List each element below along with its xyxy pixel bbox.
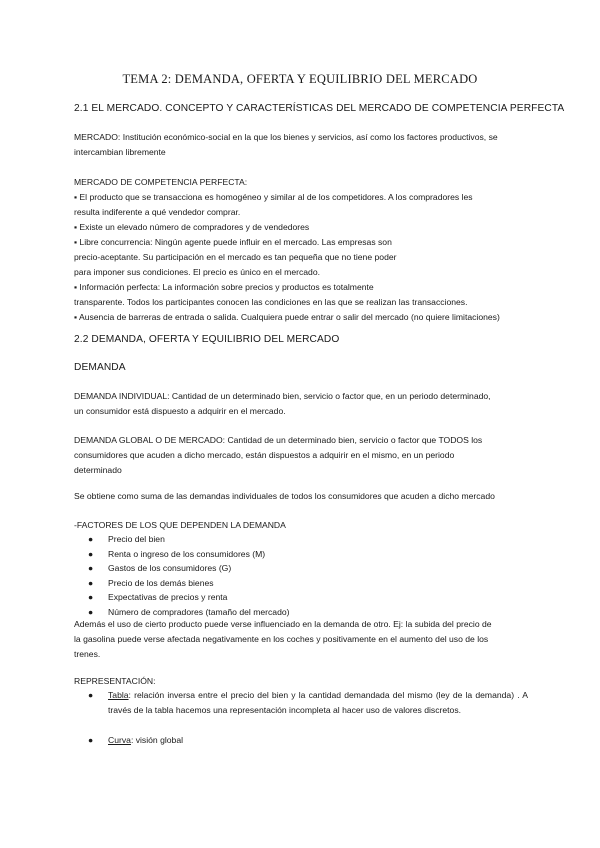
curva-description: : visión global <box>130 735 184 745</box>
bullet-icon: ● <box>88 577 94 588</box>
competencia-line: ▪ El producto que se transacciona es homogéneo y similar al de los competidores. A los compradores les <box>74 192 473 202</box>
suma-line: Se obtiene como suma de las demandas individuales de todos los consumidores que acuden a dicho mercado <box>74 491 495 501</box>
global-line-1: DEMANDA GLOBAL O DE MERCADO: Cantidad de un determinado bien, servicio o factor que TODOS los <box>74 435 483 445</box>
bullet-icon: ● <box>88 548 94 559</box>
ademas-line-1: Además el uso de cierto producto puede verse influenciado en la demanda de otro. Ej: la subida del precio de <box>74 619 492 629</box>
representacion-curva-item <box>88 733 528 748</box>
factor-label: Precio de los demás bienes <box>108 577 214 588</box>
curva-text-block <box>108 733 528 748</box>
ademas-paragraph <box>74 617 526 662</box>
competencia-line: ▪ Existe un elevado número de compradores y de vendedores <box>74 222 310 232</box>
representacion-heading <box>74 674 526 689</box>
competencia-perfecta-block <box>74 175 526 325</box>
global-line-2: consumidores que acuden a dicho mercado, están dispuestos a adquirir en el mismo, en un periodo <box>74 450 455 460</box>
factor-label: Número de compradores (tamaño del mercado) <box>108 607 290 617</box>
competencia-line: para imponer sus condiciones. El precio es único en el mercado. <box>74 267 321 277</box>
demanda-individual <box>74 389 526 419</box>
factor-label: Renta o ingreso de los consumidores (M) <box>108 548 266 559</box>
bullet-icon: ● <box>88 690 94 700</box>
section-2-heading: 2.2 DEMANDA, OFERTA Y EQUILIBRIO DEL MERCADO <box>74 334 340 345</box>
competencia-heading: MERCADO DE COMPETENCIA PERFECTA: <box>74 177 248 187</box>
factores-heading-text: -FACTORES DE LOS QUE DEPENDEN LA DEMANDA <box>74 520 286 530</box>
section-1-heading: 2.1 EL MERCADO. CONCEPTO Y CARACTERÍSTICAS DEL MERCADO DE COMPETENCIA PERFECTA <box>74 103 565 114</box>
representacion-heading-text: REPRESENTACIÓN: <box>74 676 156 686</box>
ademas-line-2: la gasolina puede verse afectada negativamente en los coches y positivamente en el aumento del uso de los <box>74 634 489 644</box>
bullet-icon: ● <box>88 735 94 745</box>
demanda-subheading: DEMANDA <box>74 362 126 373</box>
individual-line-1: DEMANDA INDIVIDUAL: Cantidad de un determinado bien, servicio o factor que, en un periodo determinado, <box>74 391 491 401</box>
bullet-icon: ● <box>88 592 94 603</box>
individual-line-2: un consumidor está dispuesto a adquirir en el mercado. <box>74 406 286 416</box>
ademas-line-3: trenes. <box>74 649 101 659</box>
representacion-tabla-item <box>88 688 528 718</box>
global-line-3: determinado <box>74 465 122 475</box>
bullet-icon: ● <box>88 563 94 574</box>
tabla-description: : relación inversa entre el precio del bien y la cantidad demandada del mismo (ley de la demanda) . A través de la tabla hacemos una representación incompleta al hacer uso de valores discretos. <box>108 690 528 715</box>
suma-sentence <box>74 489 526 504</box>
mercado-line-2: intercambian libremente <box>74 147 166 157</box>
tabla-text-block <box>108 688 528 718</box>
competencia-line: ▪ Libre concurrencia: Ningún agente puede influir en el mercado. Las empresas son <box>74 237 392 247</box>
document-title: TEMA 2: DEMANDA, OFERTA Y EQUILIBRIO DEL MERCADO <box>122 72 478 86</box>
factor-label: Precio del bien <box>108 534 165 544</box>
competencia-line: transparente. Todos los participantes conocen las condiciones en las que se realizan las transacciones. <box>74 297 468 307</box>
curva-label: Curva <box>108 735 131 745</box>
factor-label: Gastos de los consumidores (G) <box>108 563 232 574</box>
demanda-global <box>74 433 526 478</box>
bullet-icon: ● <box>88 534 94 544</box>
competencia-line: ▪ Información perfecta: La información sobre precios y productos es totalmente <box>74 282 374 292</box>
competencia-line: precio-aceptante. Su participación en el mercado es tan pequeña que no tiene poder <box>74 252 397 262</box>
bullet-icon: ● <box>88 607 94 617</box>
factor-label: Expectativas de precios y renta <box>108 592 228 603</box>
competencia-line: resulta indiferente a qué vendedor comprar. <box>74 207 241 217</box>
factores-heading <box>74 518 526 533</box>
competencia-line: ▪ Ausencia de barreras de entrada o salida. Cualquiera puede entrar o salir del mercado (no quiere limitaciones) <box>74 312 500 322</box>
tabla-label: Tabla <box>108 690 129 700</box>
mercado-line-1: MERCADO: Institución económico-social en la que los bienes y servicios, así como los factores productivos, se <box>74 132 498 142</box>
mercado-definition <box>74 130 526 160</box>
